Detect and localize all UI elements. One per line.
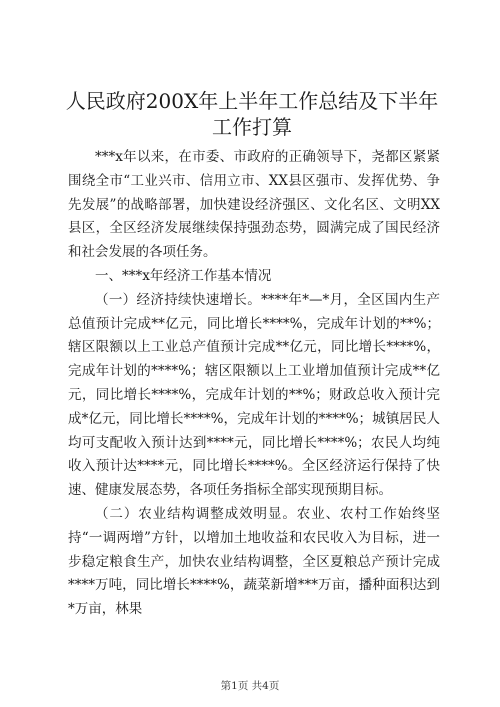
page-footer: 第1页 共4页 xyxy=(220,680,280,692)
document-title: 人民政府200X年上半年工作总结及下半年工作打算 xyxy=(65,89,439,139)
paragraph-intro: ***x年以来，在市委、市政府的正确领导下，尧都区紧紧围绕全市“工业兴市、信用立市、XX县区强市、发挥优势、争先发展”的战略部署，加快建设经济强区、文化名区、文明XX县区，全区经济发展继续保持强劲态势，圆满完成了国民经济和社会发展的各项任务。 xyxy=(68,149,440,261)
paragraph-agriculture: （二）农业结构调整成效明显。农业、农村工作始终坚持“一调两增”方针，以增加土地收益和农民收入为目标，进一步稳定粮食生产，加快农业结构调整，全区夏粮总产预计完成****万吨，同比增长****%，蔬菜新增***万亩，播种面积达到*万亩，林果 xyxy=(68,505,440,618)
section-heading: 一、***x年经济工作基本情况 xyxy=(95,267,272,284)
document-body xyxy=(68,146,440,622)
paragraph-economic-growth: （一）经济持续快速增长。****年*—*月，全区国内生产总值预计完成**亿元，同比增长****%，完成年计划的**%；辖区限额以上工业总产值预计完成**亿元，同比增长****%，完成年计划的****%；辖区限额以上工业增加值预计完成**亿元，同比增长****%，完成年计划的**%；财政总收入预计完成*亿元，同比增长****%，完成年计划的****%；城镇居民人均可支配收入预计达到****元，同比增长****%；农民人均纯收入预计达****元，同比增长****%。全区经济运行保持了快速、健康发展态势，各项任务指标全部实现预期目标。 xyxy=(68,291,440,499)
